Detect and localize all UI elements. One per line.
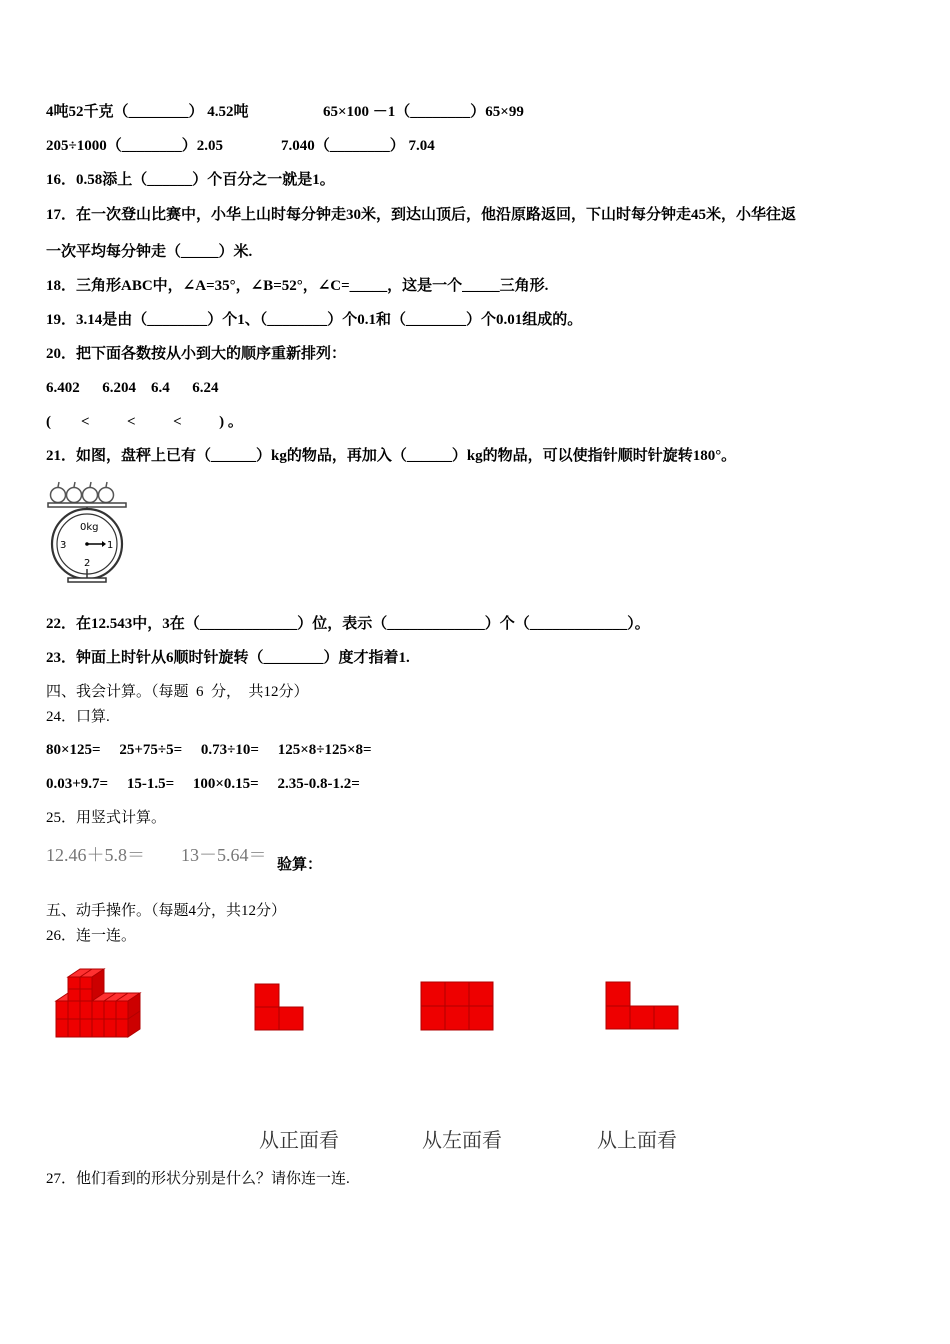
view-shape-small-l [253,982,305,1032]
question-25: 25．用竖式计算。 [46,810,167,826]
view-label-left: 从左面看 [422,1128,502,1152]
question-22: 22．在12.543中，3在（_____________）位，表示（_____________）个（_____________）。 [46,616,650,632]
question-26: 26．连一连。 [46,928,137,944]
question-16: 16．0.58添上（______）个百分之一就是1。 [46,172,335,188]
view-shape-long-l [604,980,682,1032]
line-compare-1b: 65×100 －1（________）65×99 [323,104,524,120]
view-shape-grid [419,980,495,1032]
cube-solid-figure [50,965,152,1043]
mental-calc-row-2: 0.03+9.7= 15-1.5= 100×0.15= 2.35-0.8-1.2= [46,776,360,792]
question-20-numbers: 6.402 6.204 6.4 6.24 [46,380,219,396]
apple-4 [99,488,114,503]
apple-1 [51,488,66,503]
vertical-calc-expr-1: 12.46＋5.8＝ [46,845,145,865]
line-compare-1a: 4吨52千克（________） 4.52吨 [46,104,249,120]
verify-label: 验算： [277,857,323,873]
scale-pan [48,503,126,507]
vertical-calc-expr-2: 13－5.64＝ [181,845,267,865]
line-compare-2b: 7.040（________） 7.04 [281,138,435,154]
question-18: 18．三角形ABC中，∠A=35°，∠B=52°，∠C=_____，这是一个_____三角形. [46,278,549,294]
scale-base [68,578,106,582]
question-19: 19．3.14是由（________）个1、（________）个0.1和（________）个0.01组成的。 [46,312,583,328]
mental-calc-row-1: 80×125= 25+75÷5= 0.73÷10= 125×8÷125×8= [46,742,372,758]
view-label-front: 从正面看 [259,1128,339,1152]
section-5-title: 五、动手操作。（每题4分，共12分） [46,903,287,919]
section-4-title: 四、我会计算。（每题 6 分， 共12分） [46,684,309,700]
question-20: 20．把下面各数按从小到大的顺序重新排列： [46,346,347,362]
view-label-top: 从上面看 [597,1128,677,1152]
question-27: 27．他们看到的形状分别是什么？请你连一连. [46,1171,350,1187]
line-compare-2a: 205÷1000（________）2.05 [46,138,223,154]
apple-2 [67,488,82,503]
scale-label-0kg: 0kg [80,522,99,533]
question-23: 23．钟面上时针从6顺时针旋转（________）度才指着1. [46,650,410,666]
question-17-line2: 一次平均每分钟走（_____）米. [46,244,253,260]
scale-figure [44,478,134,586]
scale-label-3: 3 [60,540,67,551]
question-24: 24．口算. [46,709,110,725]
apple-3 [83,488,98,503]
scale-label-2: 2 [84,558,91,569]
question-17-line1: 17．在一次登山比赛中，小华上山时每分钟走30米，到达山顶后，他沿原路返回，下山时每分钟走45米，小华往返 [46,207,797,223]
scale-label-1: 1 [107,540,114,551]
question-21: 21．如图，盘秤上已有（______）kg的物品，再加入（______）kg的物品，可以使指针顺时针旋转180°。 [46,448,737,464]
question-20-answer: ( < < < ) 。 [46,414,243,430]
